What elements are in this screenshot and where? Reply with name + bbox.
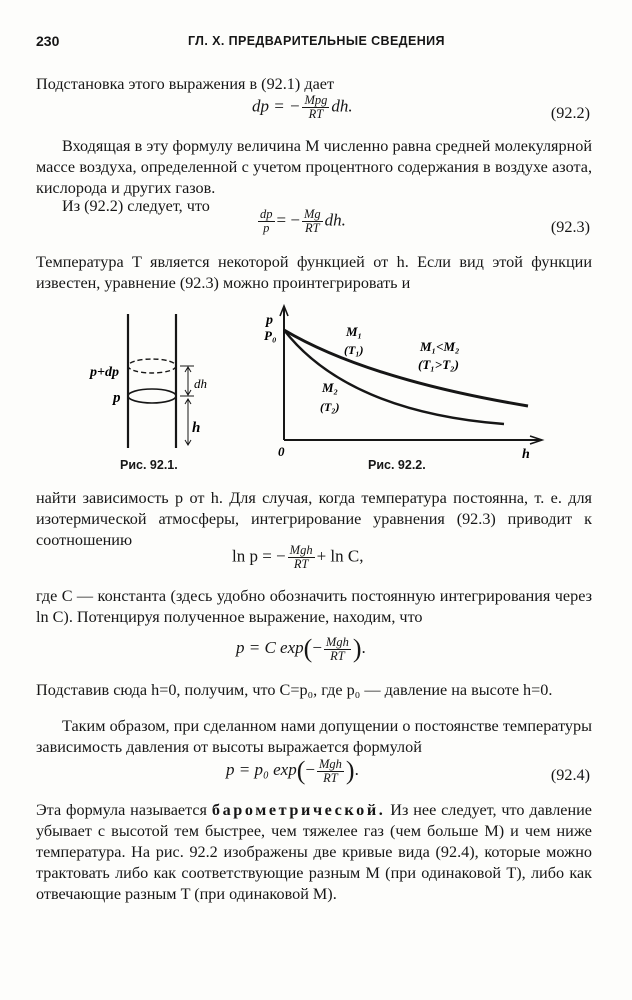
eq-lhs: dp = − <box>252 96 301 116</box>
equation-exp: p = C exp(− $\frac{\text{Mgh}}{RT}$ ). <box>236 634 366 663</box>
label-T1-gt-T2: (T₁>T₂) <box>418 357 460 372</box>
equation-number: (92.4) <box>550 766 590 784</box>
label-M1-lt-M2: M₁<M₂ <box>420 339 460 354</box>
paragraph-3: Из (92.2) следует, что <box>62 197 210 215</box>
fraction: $\frac{\text{Mpg}}{RT}$ <box>304 93 328 121</box>
running-title: ГЛ. X. ПРЕДВАРИТЕЛЬНЫЕ СВЕДЕНИЯ <box>188 34 445 48</box>
figure-92-2 <box>280 306 542 444</box>
lower-section <box>128 389 176 403</box>
equation-92-2: dp = − $\frac{\text{Mpg}}{RT}$ dh. (92.2) <box>252 93 590 122</box>
paragraph-1: Подстановка этого выражения в (92.1) дает <box>36 75 335 93</box>
curve-M1-T1 <box>284 330 528 406</box>
paragraph-5: найти зависимость p от h. Для случая, когда температура постоянна, т. е. для изотермической атмосферы, интегрирование уравнения (92.3) приводит к соотношению <box>36 489 592 549</box>
fraction-mg-rt: $\frac{Mg}{RT}$ <box>303 207 321 235</box>
upper-section <box>128 359 176 373</box>
label-p: p <box>113 390 121 406</box>
page-number: 230 <box>36 33 60 49</box>
paragraph-9: Эта формула называется барометрической. Из нее следует, что давление убывает с высотой тем быстрее, чем тяжелее газ (чем больше M) и чем ниже температура. На рис. 92.2 изображены две кривые вида (92.4), которые можно трактовать либо как соответствующие разным M (при одинаковой T), либо как отвечающие разным T (при одинаковой M). <box>36 801 592 903</box>
emphasized-term: барометрической. <box>211 801 386 819</box>
label-T2: (T₂) <box>320 400 340 414</box>
label-p0: P₀ <box>264 328 277 343</box>
fraction: $\frac{\text{Mgh}}{RT}$ <box>289 543 313 571</box>
figure-92-1 <box>128 314 194 448</box>
figures <box>0 296 632 486</box>
label-T1: (T₁) <box>344 343 364 357</box>
equation-92-3: $\frac{dp}{p}$ = − $\frac{Mg}{RT}$ dh. (92.3) <box>260 207 590 236</box>
label-p-plus-dp: p+dp <box>90 365 119 380</box>
label-origin: 0 <box>278 444 285 459</box>
label-M1: M₁ <box>346 324 363 339</box>
label-h-axis: h <box>522 447 530 462</box>
fraction-dp-p: $\frac{dp}{p}$ <box>260 207 273 235</box>
equation-number: (92.3) <box>550 218 590 236</box>
paragraph-4: Температура T является некоторой функцией от h. Если вид этой функции известен, уравнение (92.3) можно проинтегрировать и <box>36 253 592 292</box>
paragraph-6: где C — константа (здесь удобно обозначить постоянную интегрирования через ln C). Потенцируя полученное выражение, находим, что <box>36 587 592 626</box>
label-h: h <box>192 420 201 436</box>
page-header <box>36 33 592 53</box>
equation-92-4: p = p₀ exp(− $\frac{\text{Mgh}}{RT}$ ). (92.4) <box>226 756 590 785</box>
fraction: $\frac{\text{Mgh}}{RT}$ <box>325 634 349 663</box>
equation-number: (92.2) <box>550 104 590 122</box>
caption-fig-92-2: Рис. 92.2. <box>368 458 426 472</box>
label-M2: M₂ <box>322 380 339 395</box>
equation-ln: ln p = − $\frac{\text{Mgh}}{RT}$ + ln C, <box>232 543 364 571</box>
label-dh: dh <box>194 376 207 391</box>
paragraph-7: Подставив сюда h=0, получим, что C=p₀, где p₀ — давление на высоте h=0. <box>36 681 553 699</box>
caption-fig-92-1: Рис. 92.1. <box>120 458 178 472</box>
label-p-axis: p <box>266 313 273 328</box>
figure-svg <box>0 296 632 486</box>
fraction: $\frac{\text{Mgh}}{RT}$ <box>319 756 342 785</box>
paragraph-2: Входящая в эту формулу величина M численно равна средней молекулярной массе воздуха, определенной с учетом процентного содержания в воздухе азота, кислорода и других газов. <box>36 137 592 197</box>
paragraph-8: Таким образом, при сделанном нами допущении о постоянстве температуры зависимость давления от высоты выражается формулой <box>36 717 592 756</box>
